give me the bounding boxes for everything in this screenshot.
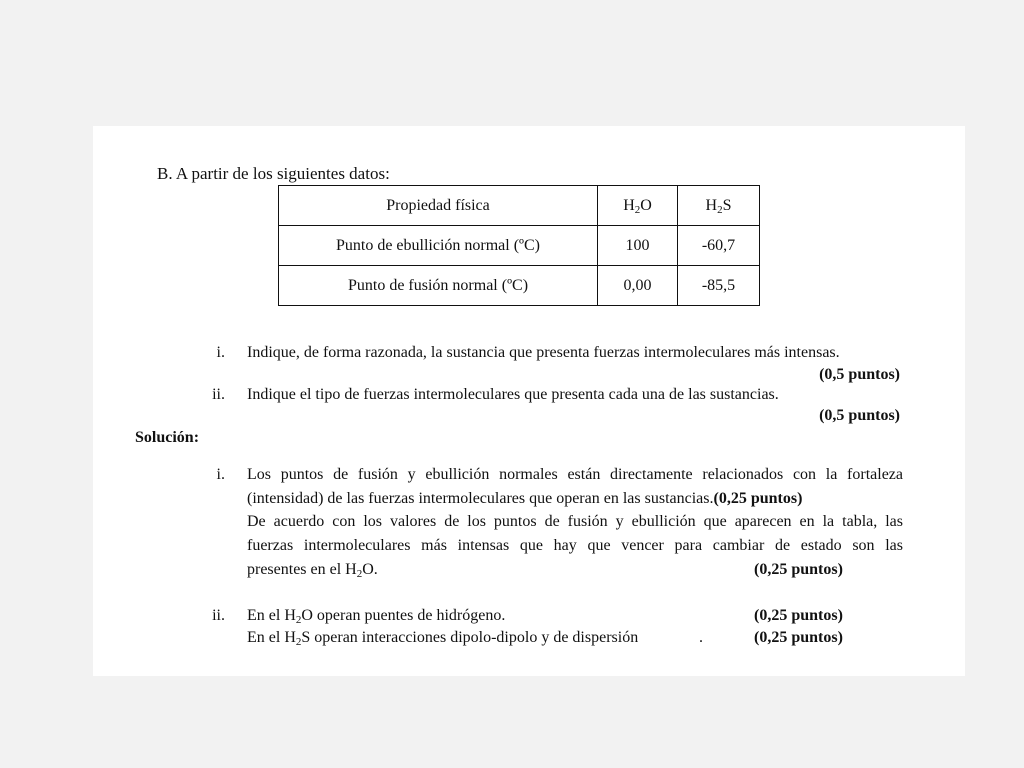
solution-ii-line-2-points: (0,25 puntos) [754,629,843,646]
row-h2s-value: -60,7 [678,226,760,266]
properties-table [278,185,760,306]
solution-i-line-1: Los puntos de fusión y ebullición normales están directamente relacionados con la fortaleza [247,466,903,483]
solution-ii-line-1: En el $H_2O$ operan puentes de hidrógeno. [247,607,506,626]
solution-i-line-2: (intensidad) de las fuerzas intermoleculares que operan en las sustancias.(0,25 puntos) [247,490,803,507]
table-header-row [279,186,760,226]
solution-i-number: i. [216,466,225,483]
row-property: Punto de ebullición normal (ºC) [279,226,598,266]
solution-i-line-3: De acuerdo con los valores de los puntos de fusión y ebullición que aparecen en la tabla, las [247,513,903,530]
question-i-number: i. [216,344,225,361]
header-h2o: $H_2O$ [598,186,678,226]
solution-i-line-5: presentes en el $H_2O$. [247,561,378,580]
header-property: Propiedad física [279,186,598,226]
row-property: Punto de fusión normal (ºC) [279,266,598,306]
question-ii-points: (0,5 puntos) [819,407,900,424]
question-i-points: (0,5 puntos) [819,366,900,383]
table-row [279,226,760,266]
question-ii-text: Indique el tipo de fuerzas intermoleculares que presenta cada una de las sustancias. [247,386,779,403]
solution-ii-number: ii. [212,607,225,624]
solution-i-line-4: fuerzas intermoleculares más intensas que hay que vencer para cambiar de estado son las [247,537,903,554]
document-page [93,126,965,676]
solution-ii-line-2-dot: . [699,629,703,646]
solution-ii-line-2: En el $H_2S$ operan interacciones dipolo-dipolo y de dispersión [247,629,639,648]
solution-i-points: (0,25 puntos) [754,561,843,578]
row-h2o-value: 0,00 [598,266,678,306]
solution-label: Solución: [135,429,200,446]
row-h2o-value: 100 [598,226,678,266]
header-h2s: $H_2S$ [678,186,760,226]
question-ii-number: ii. [212,386,225,403]
question-i-text: Indique, de forma razonada, la sustancia que presenta fuerzas intermoleculares más intensas. [247,344,840,361]
section-b-heading: B. A partir de los siguientes datos: [157,164,390,183]
row-h2s-value: -85,5 [678,266,760,306]
solution-ii-line-1-points: (0,25 puntos) [754,607,843,624]
table-row [279,266,760,306]
